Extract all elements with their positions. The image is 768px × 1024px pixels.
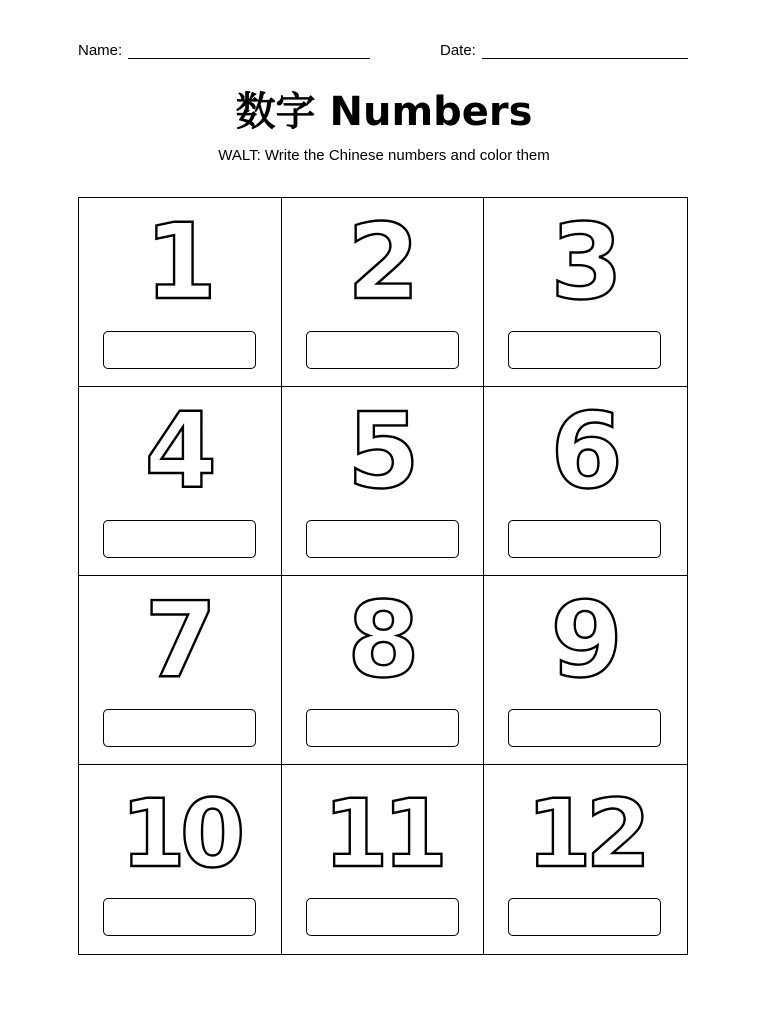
number-card xyxy=(79,576,282,765)
outline-numeral[interactable]: 7 xyxy=(144,579,216,701)
number-card xyxy=(282,387,485,576)
number-card xyxy=(484,198,687,387)
answer-box[interactable] xyxy=(103,520,256,558)
answer-box[interactable] xyxy=(508,520,661,558)
answer-box[interactable] xyxy=(306,709,459,747)
outline-numeral[interactable]: 4 xyxy=(144,390,216,512)
date-write-line[interactable] xyxy=(482,40,688,59)
outline-numeral[interactable]: 5 xyxy=(347,390,418,512)
number-card xyxy=(484,576,687,765)
outline-numeral[interactable]: 3 xyxy=(550,201,621,323)
outline-numeral[interactable]: 9 xyxy=(550,579,621,701)
answer-box[interactable] xyxy=(103,709,256,747)
worksheet-title: 数字 Numbers xyxy=(235,89,533,135)
worksheet-instructions: WALT: Write the Chinese numbers and color them xyxy=(218,147,550,164)
date-label: Date: xyxy=(440,42,476,59)
name-field xyxy=(78,40,370,59)
number-card xyxy=(79,765,282,954)
answer-box[interactable] xyxy=(508,898,661,936)
answer-box[interactable] xyxy=(306,520,459,558)
outline-numeral[interactable]: 8 xyxy=(347,579,418,701)
answer-box[interactable] xyxy=(103,898,256,936)
outline-numeral[interactable]: 11 xyxy=(323,780,442,889)
outline-numeral[interactable]: 6 xyxy=(550,390,621,512)
outline-numeral[interactable]: 1 xyxy=(144,201,216,323)
outline-numeral[interactable]: 12 xyxy=(526,780,646,889)
name-label: Name: xyxy=(78,42,123,59)
number-card xyxy=(484,387,687,576)
number-card xyxy=(282,198,485,387)
number-card xyxy=(282,765,485,954)
date-field xyxy=(440,40,688,59)
answer-box[interactable] xyxy=(306,898,459,936)
number-card xyxy=(282,576,485,765)
outline-numeral[interactable]: 10 xyxy=(120,780,240,889)
answer-box[interactable] xyxy=(508,331,661,369)
number-card xyxy=(484,765,687,954)
number-card xyxy=(79,387,282,576)
name-write-line[interactable] xyxy=(128,40,370,59)
answer-box[interactable] xyxy=(508,709,661,747)
answer-box[interactable] xyxy=(306,331,459,369)
numbers-grid xyxy=(78,197,688,955)
outline-numeral[interactable]: 2 xyxy=(347,201,418,323)
number-card xyxy=(79,198,282,387)
answer-box[interactable] xyxy=(103,331,256,369)
